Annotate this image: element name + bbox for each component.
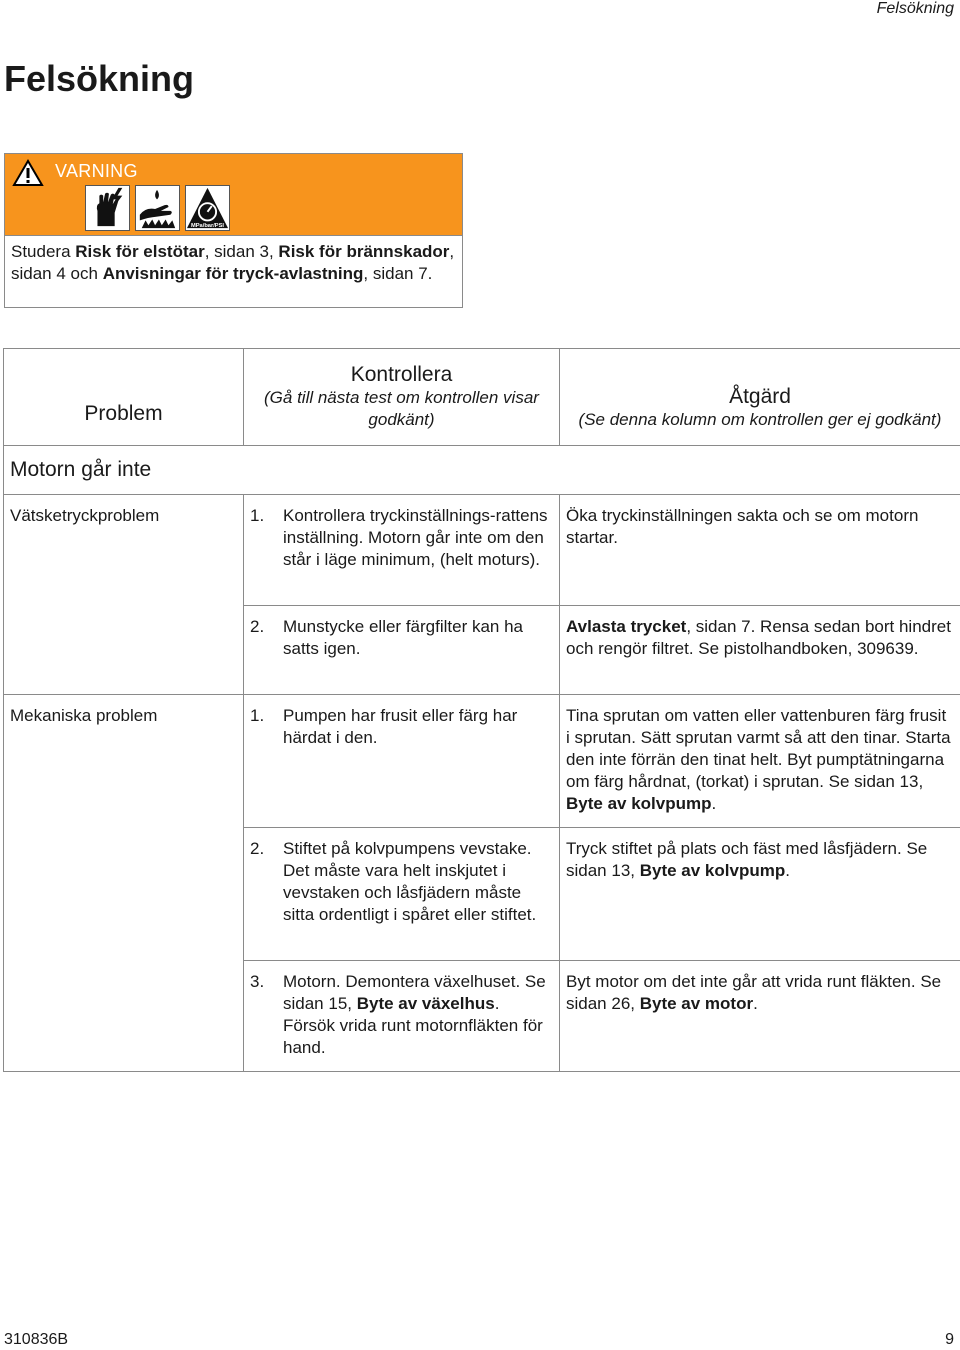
warning-link-electric-shock: Risk för elstötar <box>75 242 205 261</box>
table-row <box>4 606 960 695</box>
header-check-subtitle: (Gå till nästa test om kontrollen visar godkänt) <box>264 388 539 429</box>
check-number: 2. <box>250 839 265 858</box>
troubleshooting-table <box>3 348 960 1072</box>
table-row <box>4 695 960 828</box>
section-title: Motorn går inte <box>4 446 960 495</box>
check-cell <box>244 495 560 606</box>
electric-shock-icon <box>85 185 130 231</box>
check-text: Stiftet på kolvpumpens vevstake. Det måste vara helt inskjutet i vevstaken och låsfjädern måste sitta ordentligt i spåret eller stiftet. <box>283 839 537 924</box>
header-action <box>560 349 960 446</box>
header-problem <box>4 349 244 446</box>
doc-number: 310836B <box>4 1331 69 1348</box>
action-link-piston-pump: Byte av kolvpump <box>639 861 786 880</box>
gauge-label: MPa/bar/PSI <box>190 223 225 230</box>
check-link-gear-housing: Byte av växelhus <box>356 994 495 1013</box>
table-row <box>4 828 960 961</box>
page-title: Felsökning <box>4 58 195 99</box>
action-cell <box>560 606 960 695</box>
hazard-icons <box>85 185 230 231</box>
action-cell <box>560 828 960 961</box>
header-action-subtitle: (Se denna kolumn om kontrollen ger ej godkänt) <box>578 410 942 429</box>
check-cell <box>244 961 560 1072</box>
action-text: Tina sprutan om vatten eller vattenburen färg frusit i sprutan. Sätt sprutan varmt så att den tinar. Starta den inte förrän den tinat helt. Byt pumptätningarna om färg hårdnat, (torkat) i sprutan. Se sidan 13, <box>566 706 951 791</box>
check-text <box>283 971 553 1059</box>
action-link-motor: Byte av motor <box>639 994 754 1013</box>
header-action-title: Åtgärd <box>729 385 791 408</box>
header-check-title: Kontrollera <box>350 363 453 386</box>
action-text: Tryck stiftet på plats och fäst med låsfjädern. Se sidan 13, <box>566 839 928 880</box>
warning-text <box>5 236 462 290</box>
warning-label: VARNING <box>55 161 138 181</box>
warning-box <box>4 153 463 308</box>
header-problem-label: Problem <box>84 402 163 425</box>
check-text-part: Motorn. Demontera växelhuset. Se sidan 15, <box>283 972 546 1013</box>
warning-text-part: Studera <box>11 242 76 261</box>
check-text: Pumpen har frusit eller färg har härdat i den. <box>283 706 518 747</box>
problem-cell <box>4 606 244 695</box>
action-cell <box>560 695 960 828</box>
warning-text-part: , sidan 7. <box>363 264 433 283</box>
check-number: 1. <box>250 706 265 725</box>
action-link-relieve-pressure: Avlasta trycket <box>566 617 687 636</box>
warning-band <box>5 154 462 236</box>
problem-cell <box>4 828 244 961</box>
action-text: . <box>785 861 790 880</box>
pressure-gauge-icon <box>185 185 230 231</box>
action-text: . <box>711 794 717 813</box>
check-number: 2. <box>250 617 265 636</box>
running-head: Felsökning <box>876 0 954 17</box>
check-text: Munstycke eller färgfilter kan ha satts igen. <box>283 617 523 658</box>
action-link-piston-pump: Byte av kolvpump <box>566 794 712 813</box>
problem-cell: Vätsketryckproblem <box>4 495 244 606</box>
problem-cell <box>4 961 244 1072</box>
header-check <box>244 349 560 446</box>
check-cell <box>244 695 560 828</box>
check-cell <box>244 606 560 695</box>
action-text: . <box>753 994 758 1013</box>
section-row <box>4 446 960 495</box>
warning-text-part: , sidan 3, <box>204 242 279 261</box>
hot-surface-icon <box>135 185 180 231</box>
check-number: 3. <box>250 972 265 991</box>
warning-text-part: , sidan 4 och <box>11 242 455 283</box>
warning-link-pressure-relief: Anvisningar för tryck-avlastning <box>102 264 364 283</box>
table-row <box>4 495 960 606</box>
table-header-row <box>4 349 960 446</box>
warning-triangle-icon <box>12 159 44 187</box>
check-cell <box>244 828 560 961</box>
action-text: , sidan 7. Rensa sedan bort hindret och rengör filtret. Se pistolhandboken, 309639. <box>566 617 951 658</box>
check-number: 1. <box>250 506 265 525</box>
action-cell <box>560 961 960 1072</box>
problem-cell: Mekaniska problem <box>4 695 244 828</box>
check-text-part: . Försök vrida runt motornfläkten för hand. <box>283 994 543 1057</box>
warning-link-burns: Risk för brännskador <box>278 242 450 261</box>
action-cell: Öka tryckinställningen sakta och se om motorn startar. <box>560 495 960 606</box>
check-text: Kontrollera tryckinställnings-rattens inställning. Motorn går inte om den står i läge minimum, (helt moturs). <box>283 506 548 569</box>
table-row <box>4 961 960 1072</box>
action-text: Byt motor om det inte går att vrida runt fläkten. Se sidan 26, <box>566 972 942 1013</box>
page-number: 9 <box>945 1331 954 1348</box>
